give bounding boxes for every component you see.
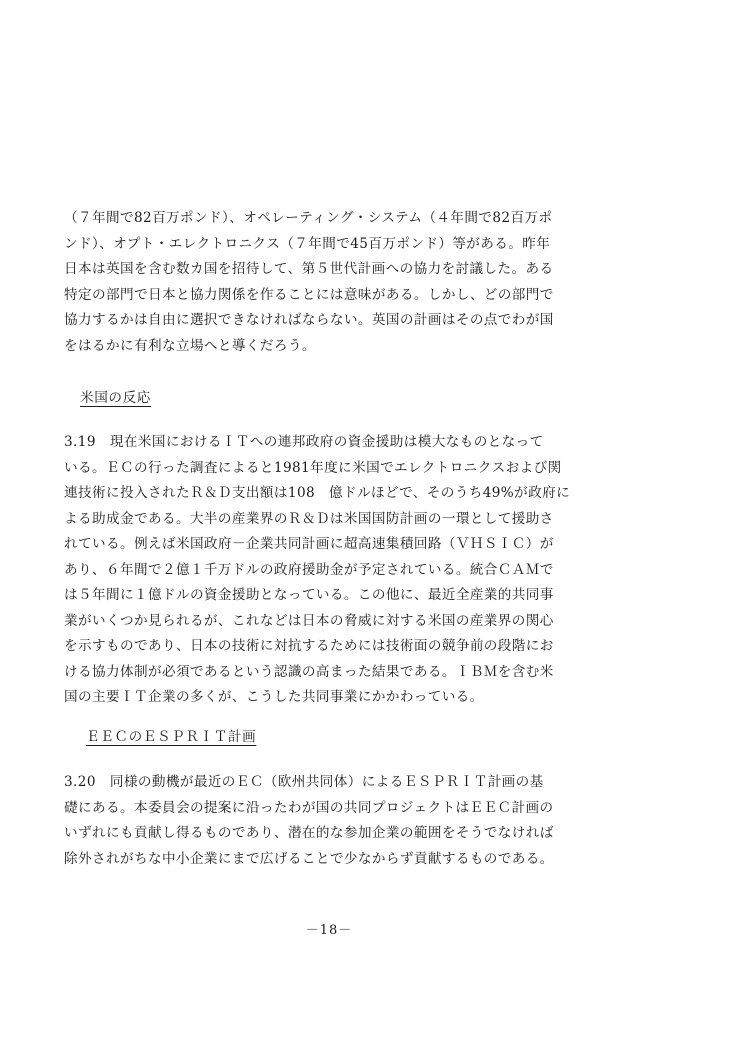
- us-paragraph: [64, 430, 604, 711]
- us-line-8: 業がいくつか見られるが、これなどは日本の脅威に対する米国の産業界の関心: [64, 612, 554, 629]
- page-number: －18－: [305, 923, 353, 938]
- intro-line-5: 協力するかは自由に選択できなければならない。英国の計画はその点でわが国: [64, 312, 554, 328]
- esprit-line-3: いずれにも貢献し得るものであり、潜在的な参加企業の範囲をそうでなければ: [64, 825, 554, 841]
- us-line-5: れている。例えば米国政府－企業共同計画に超高速集積回路（ＶＨＳＩＣ）が: [64, 536, 554, 552]
- intro-line-4: 特定の部門で日本と協力関係を作ることには意味がある。しかし、どの部門で: [64, 286, 554, 303]
- us-line-7: は５年間に１億ドルの資金援助となっている。この他に、最近全産業的共同事: [64, 587, 554, 603]
- us-line-10: ける協力体制が必須であるという認識の高まった結果である。ＩＢＭを含む米: [64, 663, 554, 680]
- us-line-4: よる助成金である。大半の産業界のＲ＆Ｄは米国国防計画の一環として援助さ: [64, 510, 554, 527]
- us-line-9: を示すものであり、日本の技術に対抗するためには技術面の競争前の段階にお: [64, 638, 554, 654]
- intro-line-2: ンド）、オプト・エレクトロニクス（７年間で45百万ポンド）等がある。昨年: [64, 235, 551, 252]
- intro-line-6: をはるかに有利な立場へと導くだろう。: [64, 337, 316, 354]
- esprit-line-1: 3.20 同様の動機が最近のＥＣ（欧州共同体）によるＥＳＰＲＩＴ計画の基: [64, 774, 544, 790]
- us-line-11: 国の主要ＩＴ企業の多くが、こうした共同事業にかかわっている。: [64, 689, 484, 705]
- intro-paragraph: [64, 206, 604, 359]
- esprit-paragraph: [64, 770, 604, 872]
- intro-line-1: （７年間で82百万ポンド）、オペレーティング・システム（４年間で82百万ポ: [64, 210, 553, 226]
- us-line-1: 3.19 現在米国におけるＩＴへの連邦政府の資金援助は模大なものとなって: [64, 434, 544, 450]
- esprit-line-4: 除外されがちな中小企業にまで広げることで少なからず貢献するものである。: [64, 850, 554, 867]
- intro-line-3: 日本は英国を含む数カ国を招待して、第５世代計画への協力を討議した。ある: [64, 261, 554, 277]
- us-line-6: あり、６年間で２億１千万ドルの政府援助金が予定されている。統合ＣＡＭで: [64, 561, 554, 578]
- us-line-3: 連技術に投入されたＲ＆Ｄ支出額は108 億ドルほどで、そのうち49%が政府に: [64, 485, 571, 501]
- us-line-2: いる。ＥＣの行った調査によると1981年度に米国でエレクトロニクスおよび関: [64, 459, 562, 476]
- section-heading-esprit: ＥＥＣのＥＳＰＲＩＴ計画: [86, 729, 257, 745]
- esprit-line-2: 礎にある。本委員会の提案に沿ったわが国の共同プロジェクトはＥＥＣ計画の: [64, 799, 554, 816]
- section-heading-us: 米国の反応: [80, 390, 151, 406]
